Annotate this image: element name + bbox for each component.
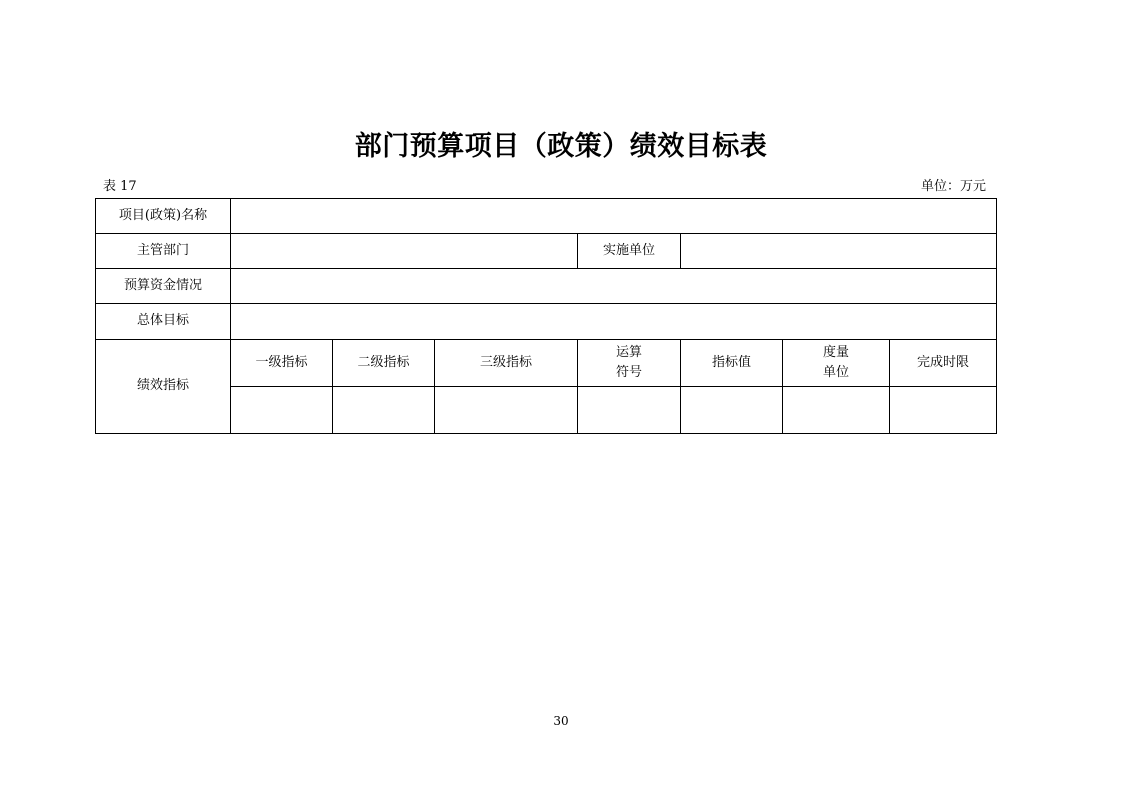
kpi-header-operator xyxy=(578,339,681,386)
kpi-header-measure-line1: 度量 xyxy=(822,344,849,360)
table-row xyxy=(96,339,997,386)
page-number: 30 xyxy=(553,714,569,728)
kpi-header-deadline: 完成时限 xyxy=(890,339,997,386)
budget-value[interactable] xyxy=(231,269,997,304)
kpi-deadline-cell[interactable] xyxy=(890,386,997,433)
kpi-value-cell[interactable] xyxy=(681,386,783,433)
budget-label: 预算资金情况 xyxy=(96,269,231,304)
project-name-label: 项目(政策)名称 xyxy=(96,199,231,234)
kpi-header-value: 指标值 xyxy=(681,339,783,386)
table-row xyxy=(96,234,997,269)
impl-unit-label: 实施单位 xyxy=(578,234,681,269)
kpi-header-level3: 三级指标 xyxy=(435,339,578,386)
table-row xyxy=(96,199,997,234)
kpi-header-measure xyxy=(783,339,890,386)
kpi-label: 绩效指标 xyxy=(96,339,231,433)
table-row xyxy=(96,386,997,433)
performance-target-table xyxy=(95,198,997,434)
table-row xyxy=(96,304,997,339)
kpi-level1-cell[interactable] xyxy=(231,386,333,433)
kpi-measure-cell[interactable] xyxy=(783,386,890,433)
unit-label: 单位：万元 xyxy=(921,179,987,194)
kpi-level2-cell[interactable] xyxy=(333,386,435,433)
kpi-header-operator-line2: 符号 xyxy=(615,364,642,380)
overall-goal-value[interactable] xyxy=(231,304,997,339)
kpi-header-measure-line2: 单位 xyxy=(822,364,849,380)
table-row xyxy=(96,269,997,304)
kpi-operator-cell[interactable] xyxy=(578,386,681,433)
kpi-header-level2: 二级指标 xyxy=(333,339,435,386)
page-title: 部门预算项目（政策）绩效目标表 xyxy=(354,131,768,162)
project-name-value[interactable] xyxy=(231,199,997,234)
kpi-header-operator-line1: 运算 xyxy=(615,344,642,360)
dept-label: 主管部门 xyxy=(96,234,231,269)
table-number: 表 17 xyxy=(103,179,137,194)
dept-value[interactable] xyxy=(231,234,578,269)
overall-goal-label: 总体目标 xyxy=(96,304,231,339)
kpi-header-level1: 一级指标 xyxy=(231,339,333,386)
kpi-level3-cell[interactable] xyxy=(435,386,578,433)
impl-unit-value[interactable] xyxy=(681,234,997,269)
